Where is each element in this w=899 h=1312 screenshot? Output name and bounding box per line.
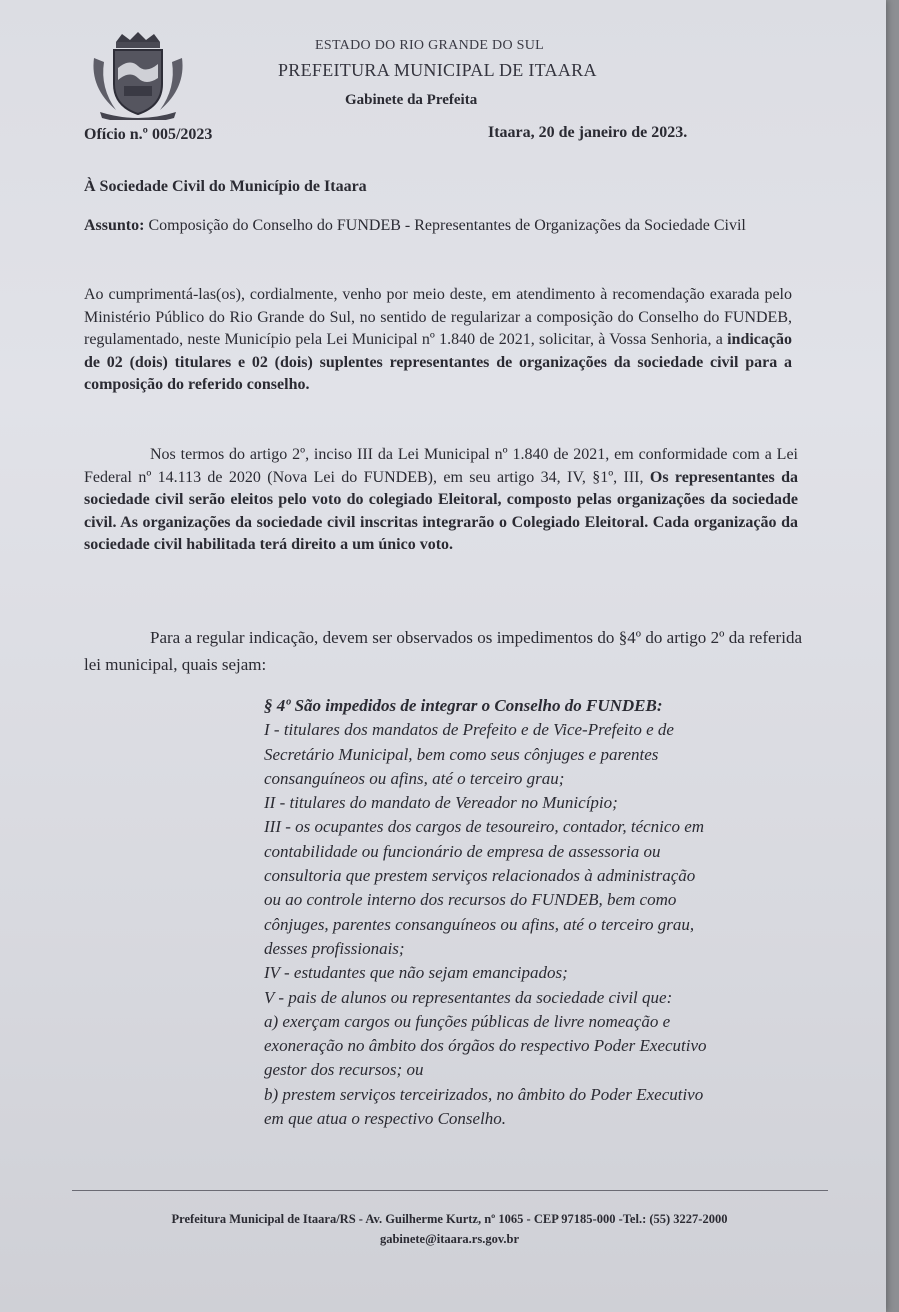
paragraph-request-text: Ao cumprimentá-las(os), cordialmente, venho por meio deste, em atendimento à recomendação exarada pelo Ministério Público do Rio Grande do Sul, no sentido de regularizar a composição do Conselho do FUNDEB, regulamentado, neste Município pela Lei Municipal nº 1.840 de 2021, solicitar, à Vossa Senhoria, a	[84, 286, 792, 348]
footer-address: Prefeitura Municipal de Itaara/RS - Av. Guilherme Kurtz, nº 1065 - CEP 97185-000 -Tel.: (55) 3227-2000	[171, 1212, 728, 1226]
municipal-coat-of-arms-icon	[86, 28, 190, 120]
paragraph-legal-basis-bold: Os representantes da sociedade civil serão eleitos pelo voto do colegiado Eleitoral, composto pelas organizações da sociedade civil. As organizações da sociedade civil inscritas integrarão o Colegiado Eleitoral. Cada organização da sociedade civil habilitada terá direito a um único voto.	[84, 468, 799, 553]
quote-line: V - pais de alunos ou representantes da sociedade civil que:	[264, 987, 673, 1007]
quote-line: IV - estudantes que não sejam emancipados;	[264, 963, 568, 983]
quote-line: cônjuges, parentes consanguíneos ou afins, até o terceiro grau,	[264, 914, 695, 934]
paragraph-request-bold: indicação de 02 (dois) titulares e 02 (dois) suplentes representantes de organizações da sociedade civil para a composição do referido conselho.	[84, 331, 792, 393]
quote-heading: § 4º São impedidos de integrar o Conselho do FUNDEB:	[264, 696, 663, 715]
subject-label: Assunto:	[84, 217, 145, 234]
office-name: Gabinete da Prefeita	[345, 92, 478, 108]
quote-line: contabilidade ou funcionário de empresa de assessoria ou	[264, 841, 661, 861]
subject-text: Composição do Conselho do FUNDEB - Representantes de Organizações da Sociedade Civil	[144, 217, 746, 234]
quote-line: consultoria que prestem serviços relacionados à administração	[264, 866, 696, 886]
paragraph-legal-basis-text: Nos termos do artigo 2º, inciso III da Lei Municipal nº 1.840 de 2021, em conformidade com a Lei Federal nº 14.113 de 2020 (Nova Lei do FUNDEB), em seu artigo 34, IV, §1º, III,	[84, 446, 798, 486]
impediments-quote	[264, 694, 826, 1131]
quote-line: a) exerçam cargos ou funções públicas de livre nomeação e	[264, 1011, 671, 1031]
paragraph-request	[84, 284, 792, 397]
paragraph-legal-basis	[84, 444, 798, 557]
state-name: ESTADO DO RIO GRANDE DO SUL	[315, 38, 545, 53]
quote-line: III - os ocupantes dos cargos de tesoureiro, contador, técnico em	[264, 817, 705, 837]
recipient: À Sociedade Civil do Município de Itaara	[84, 178, 367, 195]
footer-divider	[72, 1190, 828, 1191]
quote-line: I - titulares dos mandatos de Prefeito e de Vice-Prefeito e de	[264, 720, 674, 740]
quote-line: consanguíneos ou afins, até o terceiro grau;	[264, 768, 565, 788]
letter-number: Ofício n.º 005/2023	[84, 126, 213, 143]
city-hall-name: PREFEITURA MUNICIPAL DE ITAARA	[278, 60, 597, 80]
quote-line: exoneração no âmbito dos órgãos do respectivo Poder Executivo	[264, 1036, 707, 1056]
paragraph-impediments-intro: Para a regular indicação, devem ser observados os impedimentos do §4º do artigo 2º da referida lei municipal, quais sejam:	[84, 628, 802, 674]
quote-line: II - titulares do mandato de Vereador no Município;	[264, 793, 618, 813]
quote-line: desses profissionais;	[264, 938, 405, 958]
quote-line: b) prestem serviços terceirizados, no âmbito do Poder Executivo	[264, 1084, 704, 1104]
quote-line: gestor dos recursos; ou	[264, 1060, 424, 1080]
subject	[84, 214, 790, 238]
quote-line: em que atua o respectivo Conselho.	[264, 1109, 507, 1129]
quote-line: ou ao controle interno dos recursos do FUNDEB, bem como	[264, 890, 677, 910]
place-and-date: Itaara, 20 de janeiro de 2023.	[488, 124, 688, 141]
quote-line: Secretário Municipal, bem como seus cônjuges e parentes	[264, 744, 659, 764]
footer-email: gabinete@itaara.rs.gov.br	[379, 1232, 520, 1246]
